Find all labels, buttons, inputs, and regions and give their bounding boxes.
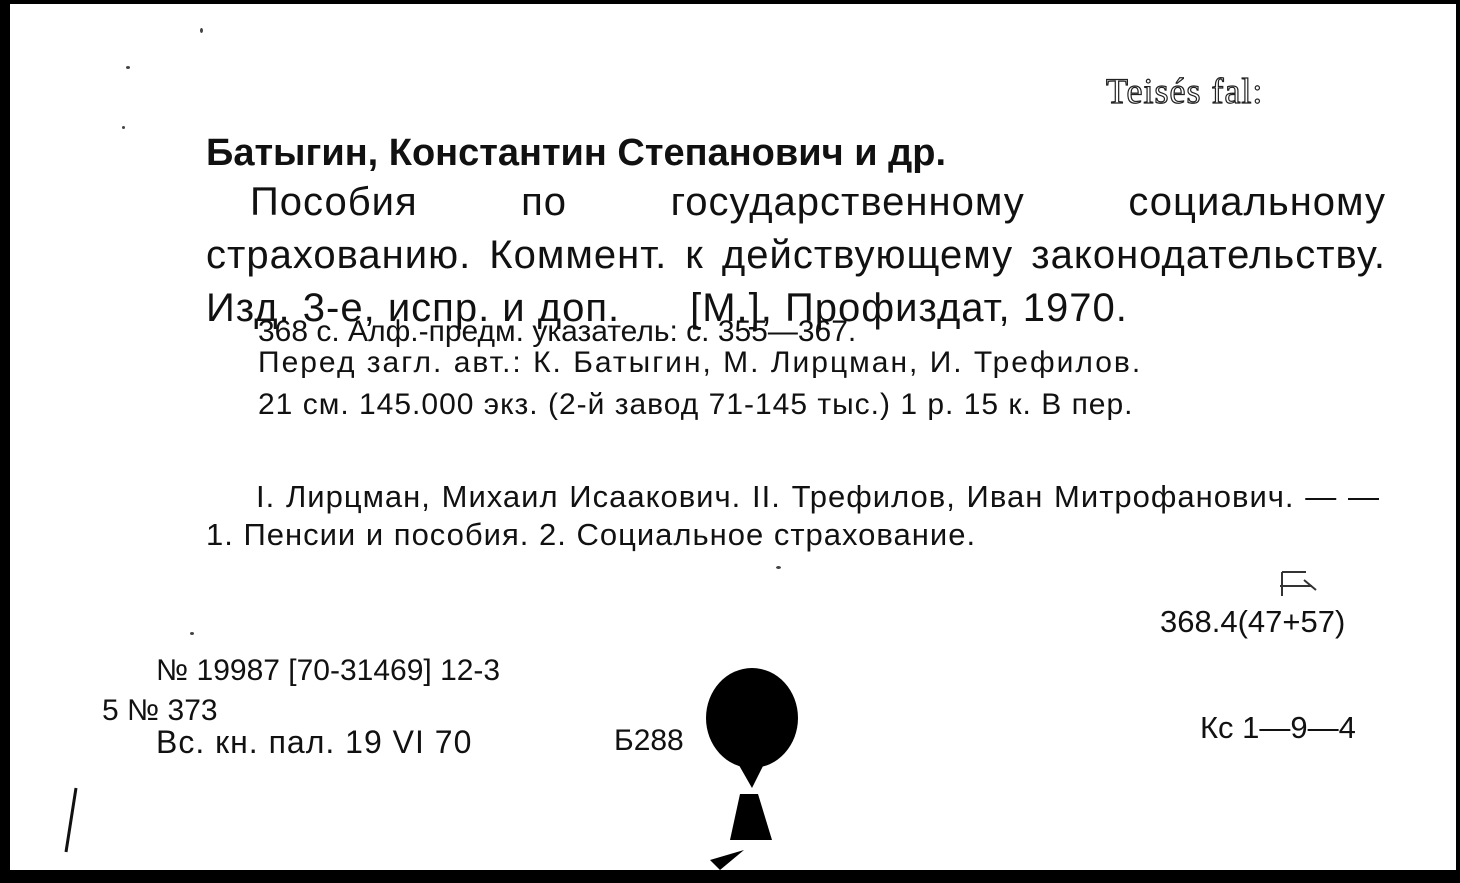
speck-icon (776, 566, 781, 569)
copy-number: 5 № 373 (102, 694, 218, 727)
classification-code: 368.4(47+57) (1160, 604, 1346, 639)
author-heading: Батыгин, Константин Степанович и др. (206, 132, 947, 174)
title-block (206, 176, 1386, 335)
library-stamp: Teisés fal: (1106, 71, 1264, 111)
speck-icon (126, 66, 130, 69)
kc-code: Кс 1—9—4 (1200, 710, 1356, 745)
print-code: Б288 (614, 724, 684, 757)
scan-mark-icon (1276, 566, 1326, 606)
speck-icon (122, 126, 125, 129)
registry-number: № 19987 [70-31469] 12-3 (156, 654, 501, 687)
title-text: Пособия по государственному социальному страхованию. Коммент. к действующему законодательству. Изд. 3-е, испр. и доп. (206, 180, 1386, 330)
ink-blot-icon (700, 664, 810, 874)
subject-headings: I. Лирцман, Михаил Исаакович. II. Трефилов, Иван Митрофанович. — — 1. Пенсии и пособия. 2. Социальное страхование. (206, 479, 1380, 552)
speck-icon (190, 632, 194, 635)
pencil-mark-icon (62, 786, 82, 856)
pagination-line: 368 с. Алф.-предм. указатель: с. 355—367. (258, 315, 857, 348)
publication-info: [М.], Профиздат, 1970. (690, 286, 1128, 330)
speck-icon (200, 28, 203, 33)
book-chamber-mark: Вс. кн. пал. 19 VI 70 (156, 724, 473, 760)
authors-note-line: Перед загл. авт.: К. Батыгин, М. Лирцман, И. Трефилов. (258, 346, 1143, 379)
catalog-card (10, 4, 1456, 870)
edition-details-line: 21 см. 145.000 экз. (2-й завод 71-145 тыс.) 1 р. 15 к. В пер. (258, 388, 1134, 421)
